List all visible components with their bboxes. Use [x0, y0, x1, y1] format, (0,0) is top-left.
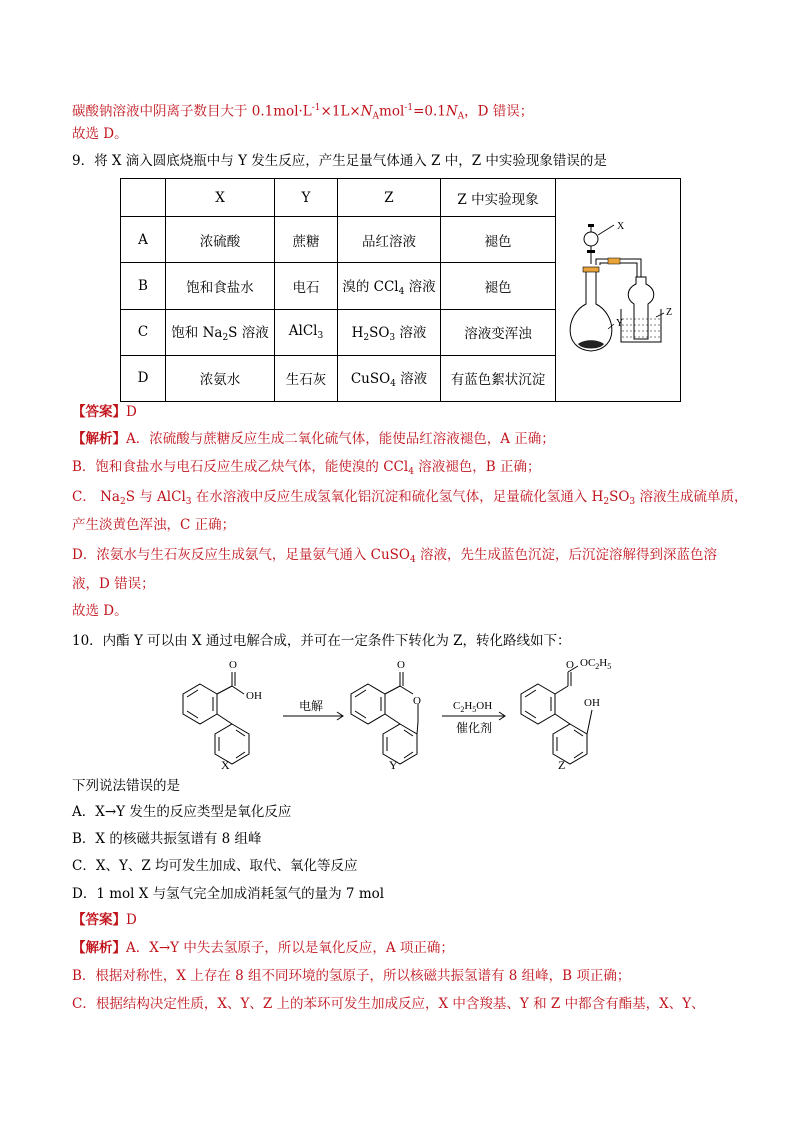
q9-analysis-c1: C． $Na_2S$ 与 AlCl$_3$ 在水溶液中反应生成氢氧化铝沉淀和硫化氢气体，足量硫化氢通入 $H_2SO_3$ 溶液生成硫单质，	[72, 489, 748, 507]
q10-analysis-b: B．根据对称性，X 上存在 8 组不同环境的氢原子，所以核磁共振氢谱有 8 组峰，B 项正确；	[72, 968, 631, 984]
cell-x: 浓氨水	[166, 355, 275, 401]
q10-option-b: B．X 的核磁共振氢谱有 8 组峰	[72, 831, 262, 847]
header-x: X	[166, 179, 275, 217]
cell-z: 溴的 CCl$_4$ 溶液	[338, 263, 441, 309]
q10-analysis-c: C．根据结构决定性质，X、Y、Z 上的苯环可发生加成反应，X 中含羧基、Y 和 Z 中都含有酯基，X、Y、	[72, 996, 705, 1012]
x-oh: OH	[246, 690, 262, 702]
header-blank	[121, 179, 166, 217]
q9-select: 故选 D。	[72, 603, 128, 619]
q10-question: 下列说法错误的是	[72, 778, 180, 794]
cell-x: 浓硫酸	[166, 217, 275, 263]
q10-answer: 【答案】D	[72, 912, 137, 928]
y-label: Y	[389, 758, 398, 772]
arrow2-bottom: 催化剂	[456, 721, 493, 735]
z-label: Z	[558, 758, 566, 772]
header-z: Z	[338, 179, 441, 217]
q10-option-d: D．1 mol X 与氢气完全加成消耗氢气的量为 7 mol	[72, 886, 385, 902]
z-ethoxy: $OC_2H_5$	[580, 657, 612, 671]
cell-z: 品红溶液	[338, 217, 441, 263]
q9-stem: 9．将 X 滴入圆底烧瓶中与 Y 发生反应，产生足量气体通入 Z 中，Z 中实验现象错误的是	[72, 153, 607, 169]
q9-table	[120, 178, 681, 402]
cell-y: 电石	[275, 263, 338, 309]
row-label: C	[121, 309, 166, 355]
row-label: D	[121, 355, 166, 401]
q9-analysis-c2: 产生淡黄色浑浊，C 正确；	[72, 517, 236, 533]
cell-x: 饱和食盐水	[166, 263, 275, 309]
cell-y: AlCl$_3$	[275, 309, 338, 355]
cell-phen: 褪色	[441, 263, 556, 309]
y-ring-o: O	[413, 695, 421, 707]
apparatus-diagram	[556, 179, 680, 401]
row-label: A	[121, 217, 166, 263]
q10-option-c: C．X、Y、Z 均可发生加成、取代、氧化等反应	[72, 858, 358, 874]
x-carbonyl-o: O	[229, 659, 237, 671]
y-carbonyl-o: O	[397, 659, 405, 671]
row-label: B	[121, 263, 166, 309]
prev-answer-line: 碳酸钠溶液中阴离子数目大于 $0.1mol\cdot L^{-1}\times 1L\times N_Amol^{-1}=0.1N_A$，D 错误；	[72, 103, 534, 122]
q9-analysis-b: B．饱和食盐水与电石反应生成乙炔气体，能使溴的 CCl$_4$ 溶液褪色，B 正确；	[72, 459, 541, 477]
q9-answer: 【答案】D	[72, 404, 137, 420]
q10-reaction-scheme	[0, 652, 794, 772]
cell-z: $H_2SO_3$ 溶液	[338, 309, 441, 355]
header-y: Y	[275, 179, 338, 217]
cell-phen: 褪色	[441, 217, 556, 263]
cell-z: CuSO$_4$ 溶液	[338, 355, 441, 401]
prev-select-line: 故选 D。	[72, 126, 128, 142]
label-z: Z	[666, 307, 673, 318]
q9-analysis-d2: 液，D 错误；	[72, 576, 155, 592]
cell-y: 生石灰	[275, 355, 338, 401]
q9-analysis-a: 【解析】A．浓硫酸与蔗糖反应生成二氧化硫气体，能使品红溶液褪色，A 正确；	[72, 431, 555, 447]
x-label: X	[221, 758, 230, 772]
arrow1-label: 电解	[299, 699, 324, 713]
z-carbonyl-o: O	[566, 659, 574, 671]
label-y: Y	[616, 318, 624, 329]
arrow2-top: $C_2H_5OH$	[453, 700, 493, 714]
q10-option-a: A．X→Y 发生的反应类型是氧化反应	[72, 804, 292, 820]
cell-y: 蔗糖	[275, 217, 338, 263]
q10-analysis-a: 【解析】A．X→Y 中失去氢原子，所以是氧化反应，A 项正确；	[72, 940, 454, 956]
apparatus-cell	[556, 179, 681, 402]
cell-phen: 溶液变浑浊	[441, 309, 556, 355]
z-oh: OH	[584, 697, 600, 709]
cell-phen: 有蓝色絮状沉淀	[441, 355, 556, 401]
header-phen: Z 中实验现象	[441, 179, 556, 217]
q10-stem: 10．内酯 Y 可以由 X 通过电解合成，并可在一定条件下转化为 Z，转化路线如下：	[72, 633, 571, 649]
label-x: X	[617, 221, 625, 232]
cell-x: 饱和 $Na_2S$ 溶液	[166, 309, 275, 355]
q9-analysis-d1: D．浓氨水与生石灰反应生成氨气，足量氨气通入 CuSO$_4$ 溶液，先生成蓝色沉淀，后沉淀溶解得到深蓝色溶	[72, 547, 717, 565]
